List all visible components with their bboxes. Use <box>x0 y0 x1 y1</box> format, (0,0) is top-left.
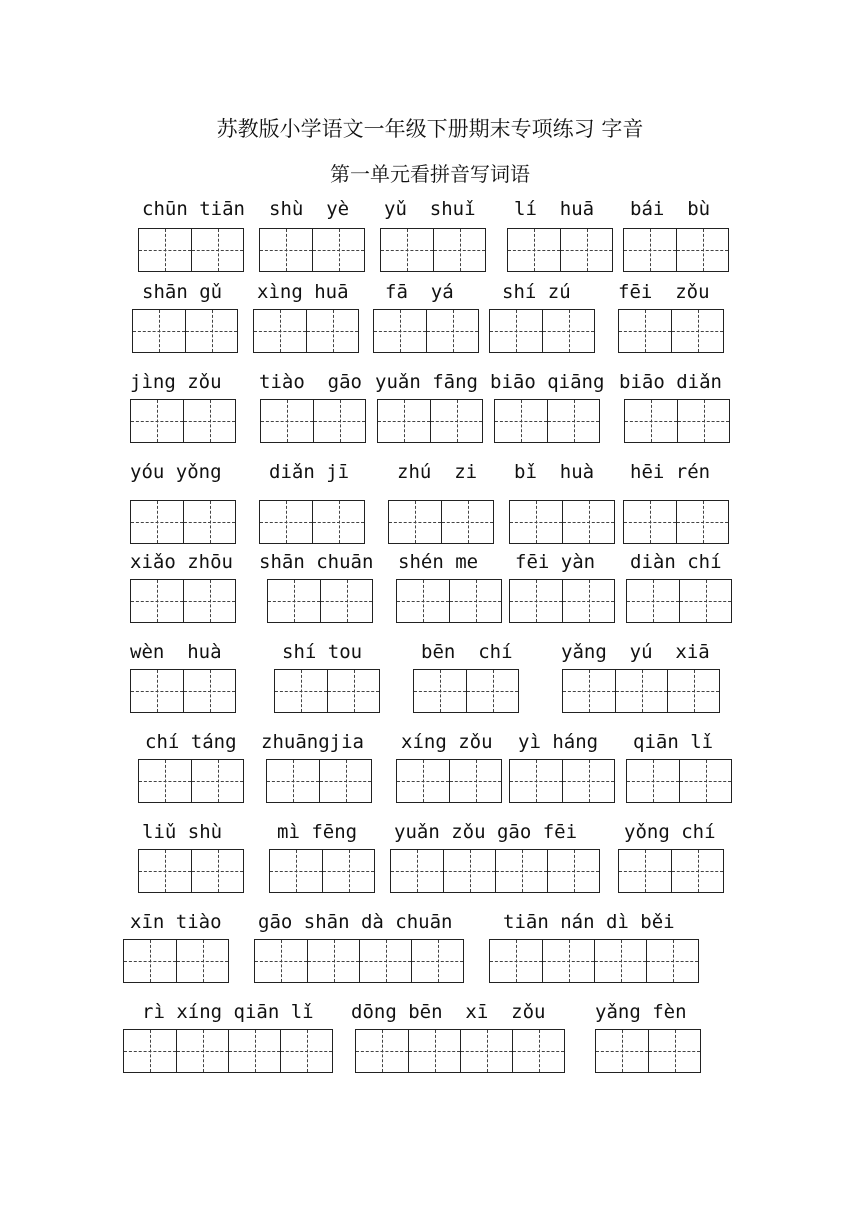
pinyin-prompt: yǎng yú xiā <box>561 641 710 663</box>
writing-grid <box>259 228 365 272</box>
pinyin-prompt: yì háng <box>518 731 599 753</box>
pinyin-prompt: xìng huā <box>257 281 349 303</box>
writing-grid <box>507 228 613 272</box>
pinyin-prompt: rì xíng qiān lǐ <box>142 1001 314 1023</box>
pinyin-prompt: zhuāngjia <box>261 731 364 753</box>
unit-subtitle: 第一单元看拼音写词语 <box>330 162 530 186</box>
pinyin-prompt: shān chuān <box>259 551 374 573</box>
tianzige-cell[interactable] <box>124 1030 176 1072</box>
tianzige-cell[interactable] <box>322 850 374 892</box>
tianzige-cell[interactable] <box>562 580 614 622</box>
writing-grid <box>377 399 483 443</box>
writing-grid <box>253 309 359 353</box>
pinyin-prompt: shān gǔ <box>142 281 223 303</box>
pinyin-prompt: yuǎn zǒu gāo fēi <box>394 821 578 843</box>
pinyin-prompt: chūn tiān <box>142 198 245 220</box>
pinyin-prompt: bēn chí <box>421 641 513 663</box>
pinyin-prompt: jìng zǒu <box>130 371 222 393</box>
writing-grid <box>626 759 732 803</box>
pinyin-prompt: dōng bēn xī zǒu <box>351 1001 546 1023</box>
tianzige-cell[interactable] <box>391 850 443 892</box>
writing-grid <box>489 939 699 983</box>
tianzige-cell[interactable] <box>677 400 729 442</box>
writing-grid <box>623 500 729 544</box>
tianzige-cell[interactable] <box>671 310 723 352</box>
tianzige-cell[interactable] <box>510 760 562 802</box>
writing-grid <box>509 759 615 803</box>
pinyin-prompt: shén me <box>398 551 479 573</box>
writing-grid <box>123 1029 333 1073</box>
tianzige-cell[interactable] <box>359 940 411 982</box>
tianzige-cell[interactable] <box>596 1030 648 1072</box>
pinyin-prompt: diàn chí <box>630 551 722 573</box>
pinyin-prompt: bái bù <box>630 198 711 220</box>
tianzige-cell[interactable] <box>443 850 495 892</box>
tianzige-cell[interactable] <box>306 310 358 352</box>
pinyin-prompt: yuǎn fāng <box>375 371 478 393</box>
writing-grid <box>624 399 730 443</box>
tianzige-cell[interactable] <box>260 501 312 543</box>
writing-grid <box>373 309 479 353</box>
pinyin-prompt: chí táng <box>145 731 237 753</box>
tianzige-cell[interactable] <box>627 580 679 622</box>
pinyin-prompt: biāo diǎn <box>619 371 722 393</box>
tianzige-cell[interactable] <box>260 229 312 271</box>
tianzige-cell[interactable] <box>547 400 599 442</box>
writing-grid <box>130 500 236 544</box>
tianzige-cell[interactable] <box>191 760 243 802</box>
tianzige-cell[interactable] <box>594 940 646 982</box>
tianzige-cell[interactable] <box>542 310 594 352</box>
pinyin-prompt: lí huā <box>514 198 595 220</box>
pinyin-prompt: xiǎo zhōu <box>130 551 233 573</box>
tianzige-cell[interactable] <box>397 760 449 802</box>
tianzige-cell[interactable] <box>131 670 183 712</box>
tianzige-cell[interactable] <box>560 229 612 271</box>
writing-grid <box>618 309 724 353</box>
writing-grid <box>489 309 595 353</box>
tianzige-cell[interactable] <box>512 1030 564 1072</box>
writing-grid <box>254 939 464 983</box>
tianzige-cell[interactable] <box>139 850 191 892</box>
tianzige-cell[interactable] <box>268 580 320 622</box>
tianzige-cell[interactable] <box>411 940 463 982</box>
tianzige-cell[interactable] <box>627 760 679 802</box>
tianzige-cell[interactable] <box>183 580 235 622</box>
writing-grid <box>269 849 375 893</box>
tianzige-cell[interactable] <box>183 400 235 442</box>
tianzige-cell[interactable] <box>624 229 676 271</box>
tianzige-cell[interactable] <box>508 229 560 271</box>
writing-grid <box>123 939 229 983</box>
writing-grid <box>130 579 236 623</box>
tianzige-cell[interactable] <box>176 1030 228 1072</box>
tianzige-cell[interactable] <box>619 850 671 892</box>
pinyin-prompt: tiān nán dì běi <box>503 911 675 933</box>
tianzige-cell[interactable] <box>254 310 306 352</box>
pinyin-prompt: yǔ shuǐ <box>384 198 476 220</box>
writing-grid <box>130 669 236 713</box>
tianzige-cell[interactable] <box>356 1030 408 1072</box>
tianzige-cell[interactable] <box>267 760 319 802</box>
writing-grid <box>260 399 366 443</box>
writing-grid <box>626 579 732 623</box>
tianzige-cell[interactable] <box>131 580 183 622</box>
tianzige-cell[interactable] <box>270 850 322 892</box>
tianzige-cell[interactable] <box>562 501 614 543</box>
tianzige-cell[interactable] <box>562 760 614 802</box>
pinyin-prompt: yóu yǒng <box>130 461 222 483</box>
tianzige-cell[interactable] <box>648 1030 700 1072</box>
tianzige-cell[interactable] <box>433 229 485 271</box>
tianzige-cell[interactable] <box>625 400 677 442</box>
tianzige-cell[interactable] <box>679 580 731 622</box>
tianzige-cell[interactable] <box>430 400 482 442</box>
writing-grid <box>138 759 244 803</box>
tianzige-cell[interactable] <box>441 501 493 543</box>
tianzige-cell[interactable] <box>313 400 365 442</box>
pinyin-prompt: biāo qiāng <box>490 371 605 393</box>
tianzige-cell[interactable] <box>374 310 426 352</box>
writing-grid <box>266 759 372 803</box>
tianzige-cell[interactable] <box>378 400 430 442</box>
pinyin-prompt: shí tou <box>282 641 363 663</box>
tianzige-cell[interactable] <box>131 400 183 442</box>
tianzige-cell[interactable] <box>676 229 728 271</box>
tianzige-cell[interactable] <box>139 229 191 271</box>
tianzige-cell[interactable] <box>563 670 615 712</box>
tianzige-cell[interactable] <box>671 850 723 892</box>
tianzige-cell[interactable] <box>261 400 313 442</box>
writing-grid <box>132 309 238 353</box>
tianzige-cell[interactable] <box>667 670 719 712</box>
tianzige-cell[interactable] <box>139 760 191 802</box>
tianzige-cell[interactable] <box>615 670 667 712</box>
tianzige-cell[interactable] <box>449 760 501 802</box>
tianzige-cell[interactable] <box>280 1030 332 1072</box>
tianzige-cell[interactable] <box>466 670 518 712</box>
tianzige-cell[interactable] <box>183 501 235 543</box>
writing-grid <box>509 579 615 623</box>
tianzige-cell[interactable] <box>490 940 542 982</box>
pinyin-prompt: diǎn jī <box>269 461 350 483</box>
pinyin-prompt: wèn huà <box>130 641 222 663</box>
tianzige-cell[interactable] <box>426 310 478 352</box>
tianzige-cell[interactable] <box>414 670 466 712</box>
pinyin-prompt: shí zú <box>502 281 571 303</box>
tianzige-cell[interactable] <box>389 501 441 543</box>
tianzige-cell[interactable] <box>312 501 364 543</box>
tianzige-cell[interactable] <box>495 400 547 442</box>
tianzige-cell[interactable] <box>228 1030 280 1072</box>
tianzige-cell[interactable] <box>381 229 433 271</box>
writing-grid <box>355 1029 565 1073</box>
tianzige-cell[interactable] <box>124 940 176 982</box>
tianzige-cell[interactable] <box>191 229 243 271</box>
writing-grid <box>494 399 600 443</box>
tianzige-cell[interactable] <box>676 501 728 543</box>
tianzige-cell[interactable] <box>131 501 183 543</box>
writing-grid <box>618 849 724 893</box>
tianzige-cell[interactable] <box>510 580 562 622</box>
tianzige-cell[interactable] <box>490 310 542 352</box>
pinyin-prompt: fēi zǒu <box>618 281 710 303</box>
tianzige-cell[interactable] <box>320 580 372 622</box>
tianzige-cell[interactable] <box>619 310 671 352</box>
tianzige-cell[interactable] <box>255 940 307 982</box>
writing-grid <box>259 500 365 544</box>
pinyin-prompt: mì fēng <box>277 821 358 843</box>
writing-grid <box>267 579 373 623</box>
tianzige-cell[interactable] <box>495 850 547 892</box>
pinyin-prompt: zhú zi <box>397 461 478 483</box>
pinyin-prompt: xīn tiào <box>130 911 222 933</box>
tianzige-cell[interactable] <box>307 940 359 982</box>
writing-grid <box>396 579 502 623</box>
writing-grid <box>595 1029 701 1073</box>
tianzige-cell[interactable] <box>133 310 185 352</box>
writing-grid <box>509 500 615 544</box>
pinyin-prompt: liǔ shù <box>142 821 223 843</box>
writing-grid <box>130 399 236 443</box>
pinyin-prompt: hēi rén <box>630 461 711 483</box>
tianzige-cell[interactable] <box>319 760 371 802</box>
tianzige-cell[interactable] <box>185 310 237 352</box>
pinyin-prompt: yǎng fèn <box>595 1001 687 1023</box>
pinyin-prompt: fēi yàn <box>515 551 596 573</box>
tianzige-cell[interactable] <box>542 940 594 982</box>
writing-grid <box>390 849 600 893</box>
pinyin-prompt: shù yè <box>269 198 350 220</box>
writing-grid <box>274 669 380 713</box>
tianzige-cell[interactable] <box>327 670 379 712</box>
pinyin-prompt: xíng zǒu <box>401 731 493 753</box>
tianzige-cell[interactable] <box>510 501 562 543</box>
writing-grid <box>388 500 494 544</box>
pinyin-prompt: yǒng chí <box>624 821 716 843</box>
writing-grid <box>380 228 486 272</box>
tianzige-cell[interactable] <box>646 940 698 982</box>
tianzige-cell[interactable] <box>183 670 235 712</box>
tianzige-cell[interactable] <box>408 1030 460 1072</box>
tianzige-cell[interactable] <box>275 670 327 712</box>
tianzige-cell[interactable] <box>460 1030 512 1072</box>
worksheet-title: 苏教版小学语文一年级下册期末专项练习 字音 <box>216 117 644 141</box>
tianzige-cell[interactable] <box>397 580 449 622</box>
writing-grid <box>396 759 502 803</box>
writing-grid <box>562 669 720 713</box>
pinyin-prompt: fā yá <box>385 281 454 303</box>
pinyin-prompt: gāo shān dà chuān <box>258 911 453 933</box>
pinyin-prompt: tiào gāo <box>259 371 362 393</box>
pinyin-prompt: bǐ huà <box>514 461 595 483</box>
tianzige-cell[interactable] <box>679 760 731 802</box>
writing-grid <box>138 849 244 893</box>
tianzige-cell[interactable] <box>449 580 501 622</box>
tianzige-cell[interactable] <box>312 229 364 271</box>
writing-grid <box>623 228 729 272</box>
tianzige-cell[interactable] <box>191 850 243 892</box>
writing-grid <box>413 669 519 713</box>
tianzige-cell[interactable] <box>624 501 676 543</box>
tianzige-cell[interactable] <box>547 850 599 892</box>
writing-grid <box>138 228 244 272</box>
pinyin-prompt: qiān lǐ <box>633 731 714 753</box>
tianzige-cell[interactable] <box>176 940 228 982</box>
